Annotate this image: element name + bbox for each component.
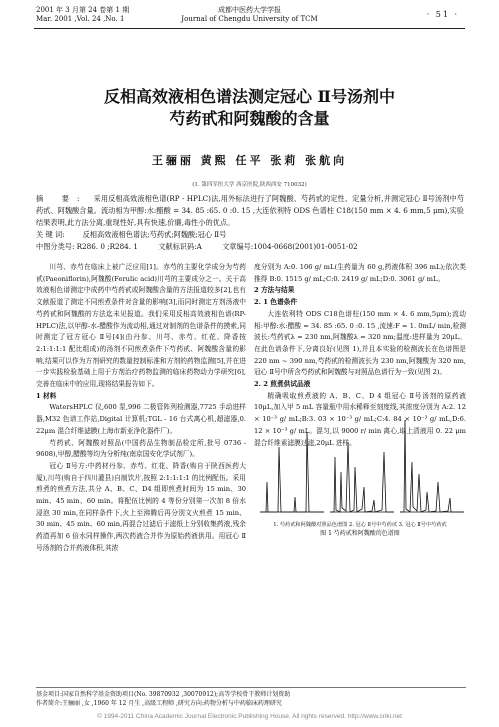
section-heading-methods: 2 方法与结果 <box>254 286 295 295</box>
chromatogram-1-trace <box>260 432 324 512</box>
journal-name-en: Journal of Chengdu University of TCM <box>181 15 318 23</box>
classification-line <box>36 241 466 253</box>
paragraph-concentration: 度分别为 A:0. 106 g/ mL(生药量为 60 g,药液体积 396 mL);依次类推得 B:0. 1515 g/ mL;C:0. 2419 g/ mL;D:0. 3061 g/ mL。 <box>254 263 466 283</box>
paragraph-intro: 川芎、赤芍在临床上被广泛应用[1]。赤芍的主要化学成分为芍药甙(Paeoniflorin),阿魏酸(Ferulic acid)川芎的主要成分之一。关于高效液相色谱测定中成药中芍药甙或阿魏酸含量的方法报道较多[2],也有文献报道了测定不同煎煮条件对含量的影响[3],而同时测定方剂汤液中芍药甙和阿魏酸的方法迄未见报道。我们采用反相高效液相色谱(RP-HPLC)法,以甲醇-水-醋酸作为流动相,通过对制剂的色谱条件的摸索,同时测定了冠方冠心 Ⅱ号[4](由丹参、川芎、赤芍、红花、降香按 2:1:1:1:1 配比组成)的汤剂不同煎煮条件下芍药甙、阿魏酸含量的影响,结果可以作为方剂研究的数量控制标准和方剂的药物监测[5],并在进一步实践检验基础上用于方剂治疗药物监测的临床药物动力学研究[6],完善在临床中的应用,现将结果报告如下。 <box>36 263 246 389</box>
clc-number: 中图分类号: R286. 0 ;R284. 1 <box>36 242 138 251</box>
paragraph-sample: 精确吸取煎煮液的 A、B、C、D 4 组冠心 Ⅱ号汤剂的原药液 10μL,加入甲 5 mL 容量瓶中用水稀释至刻度线,其浓度分别为 A:2. 12 × 10⁻³ g/ mL;B:3. 03 × 10⁻³ g/ mL;C:4. 84 × 10⁻³ g/ mL,D:6. 12 × 10⁻³ g/ mL。混匀,以 9000 r/ min 离心,取上清液用 0. 22 μm 混合纤维素滤膜过滤,20μL 进样。 <box>254 391 466 447</box>
keywords-text: 反相高效液相色谱法;芍药甙;阿魏酸;冠心 Ⅱ号 <box>82 230 227 239</box>
copyright-notice: © 1994-2011 China Academic Journal Electronic Publishing House. All rights reserved. http://www.cnki.net <box>97 713 402 720</box>
page-number: · 51 · <box>426 10 459 19</box>
paragraph-reagents: 芍药甙、阿魏酸对照品(中国药品生物制品检定所,批号 0736 - 9608),甲醇,醋酸等均为分析纯(南京国安化学试剂厂)。 <box>36 438 246 459</box>
figure-legend: 1. 芍药甙和阿魏酸对照品色谱图 2. 冠心 Ⅱ号中芍药甙 3. 冠心 Ⅱ号中芍药甙 <box>273 522 447 528</box>
keywords <box>36 229 466 241</box>
issue-en: Mar. 2001 ,Vol. 24 ,No. 1 <box>36 15 125 23</box>
chromatogram-3-trace <box>400 420 464 512</box>
affiliation: (1. 第四军医大学 西京医院,陕西西安 710032) <box>192 182 307 188</box>
journal-name <box>0 6 499 24</box>
subsection-heading-conditions: 2. 1 色谱条件 <box>254 298 298 307</box>
paragraph-conditions: 大连依利特 ODS C18色谱柱(150 mm × 4. 6 mm,5μm);流动相:甲醇:水:醋酸 = 34. 85 :65. 0 :0. 15 ,流速:F = 1. 0mL/ min,检测波长:芍药甙λ = 230 nm,阿魏酸λ = 320 nm;温度:进样量为 20μL。在此色谱条件下,分离良好(见图 1),并且本实验的检测波长在色谱图是 220 nm ~ 390 nm,芍药甙的检测波长为 230 nm,阿魏酸为 320 nm,冠心 Ⅱ号中所含芍药甙和阿魏酸与对照品色谱行为一致(见图 2)。 <box>254 309 466 377</box>
paper-title <box>0 86 499 130</box>
abstract-label: 摘 要: <box>36 194 88 203</box>
footnote-author-bio: 作者简介:王骊丽 ,女 ,1960 年 12 月生 ,高级工程师 ,研究方向:药物分析与中药临床药理研究 <box>36 700 282 707</box>
left-column <box>36 262 246 555</box>
chromatogram-1 <box>260 432 324 512</box>
chromatogram-figure <box>254 412 466 520</box>
section-heading-materials: 1 材料 <box>36 391 57 400</box>
header-rule <box>34 28 465 29</box>
document-code: 文献标识码:A <box>158 242 202 251</box>
figure-caption: 图 1 芍药甙和阿魏酸的色谱图 <box>320 530 400 537</box>
title-line-1: 反相高效液相色谱法测定冠心 Ⅱ号汤剂中 <box>103 87 396 106</box>
footnote-funding: 基金项目:国家自然科学基金资助项目(No. 39870932 ,30070912);高等学校骨干教师计划资助 <box>36 691 291 698</box>
authors: 王骊丽 黄熙 任平 张莉 张航向 <box>151 154 348 167</box>
footnote <box>36 687 466 708</box>
running-header <box>0 0 499 52</box>
journal-name-cn: 成都中医药大学学报 <box>218 6 281 14</box>
chromatogram-3 <box>400 420 464 512</box>
abstract-text: 采用反相高效液相色谱(RP - HPLC)法,用外标法进行了阿魏酸、芍药甙的定性、定量分析,并测定冠心 Ⅱ号汤剂中芍药甙、阿魏酸含量。流动相为甲醇:水:醋酸 = 34. 85 :65. 0 :0. 15 ,大连依利特 ODS 色谱柱 C18(150 mm × 4. 6 mm,5 μm),实验结果表明,此方法分离,重现性好,具有快速,价廉,毒性小的优点。 <box>36 194 464 227</box>
issue-cn: 2001 年 3 月第 24 卷第 1 期 <box>36 6 130 14</box>
chromatogram-2 <box>330 442 394 512</box>
title-line-2: 芍药甙和阿魏酸的含量 <box>169 109 330 128</box>
abstract <box>36 193 464 229</box>
paragraph-formula: 冠心 Ⅱ号方:中药材丹参、赤芍、红花、降香(购自于陕西医药大厦),川芎(购自于四川灌县)自制饮片,按照 2:1:1:1:1 的比例配伍。采用煎煮的煎煮方法,共分 A、B、C、D4 组即煎煮时间为 15 min、30 min、45 min、60 min。将配伍比例的 4 等份分别第一次加 8 倍水浸泡 30 min,在同样条件下,火上至沸腾后再分别文火煎煮 15 min、30 min、45 min、60 min,再混合过滤后于滤纸上分别收集药液,残余药渣再加 6 倍水同样操作,两次药液合并作为原始药液供用。用冠心 Ⅱ号汤剂的合并药液体积,其浓 <box>36 461 246 552</box>
subsection-heading-sample: 2. 2 煎煮供试品液 <box>254 380 311 389</box>
chromatogram-2-trace <box>330 442 394 512</box>
keywords-label: 关 键 词: <box>36 230 65 239</box>
paragraph-instruments: WatersHPLC 仪,600 泵,996 二极管阵列检测器,7725 手动进样器,M32 色谱工作站,Digital 计算机;TGL - 16 台式离心机,超滤器,0. 22μm 混合纤维滤膜(上海市新亚净化器件厂)。 <box>36 403 246 435</box>
article-id: 文章编号:1004-0668(2001)01-0051-02 <box>222 242 358 251</box>
